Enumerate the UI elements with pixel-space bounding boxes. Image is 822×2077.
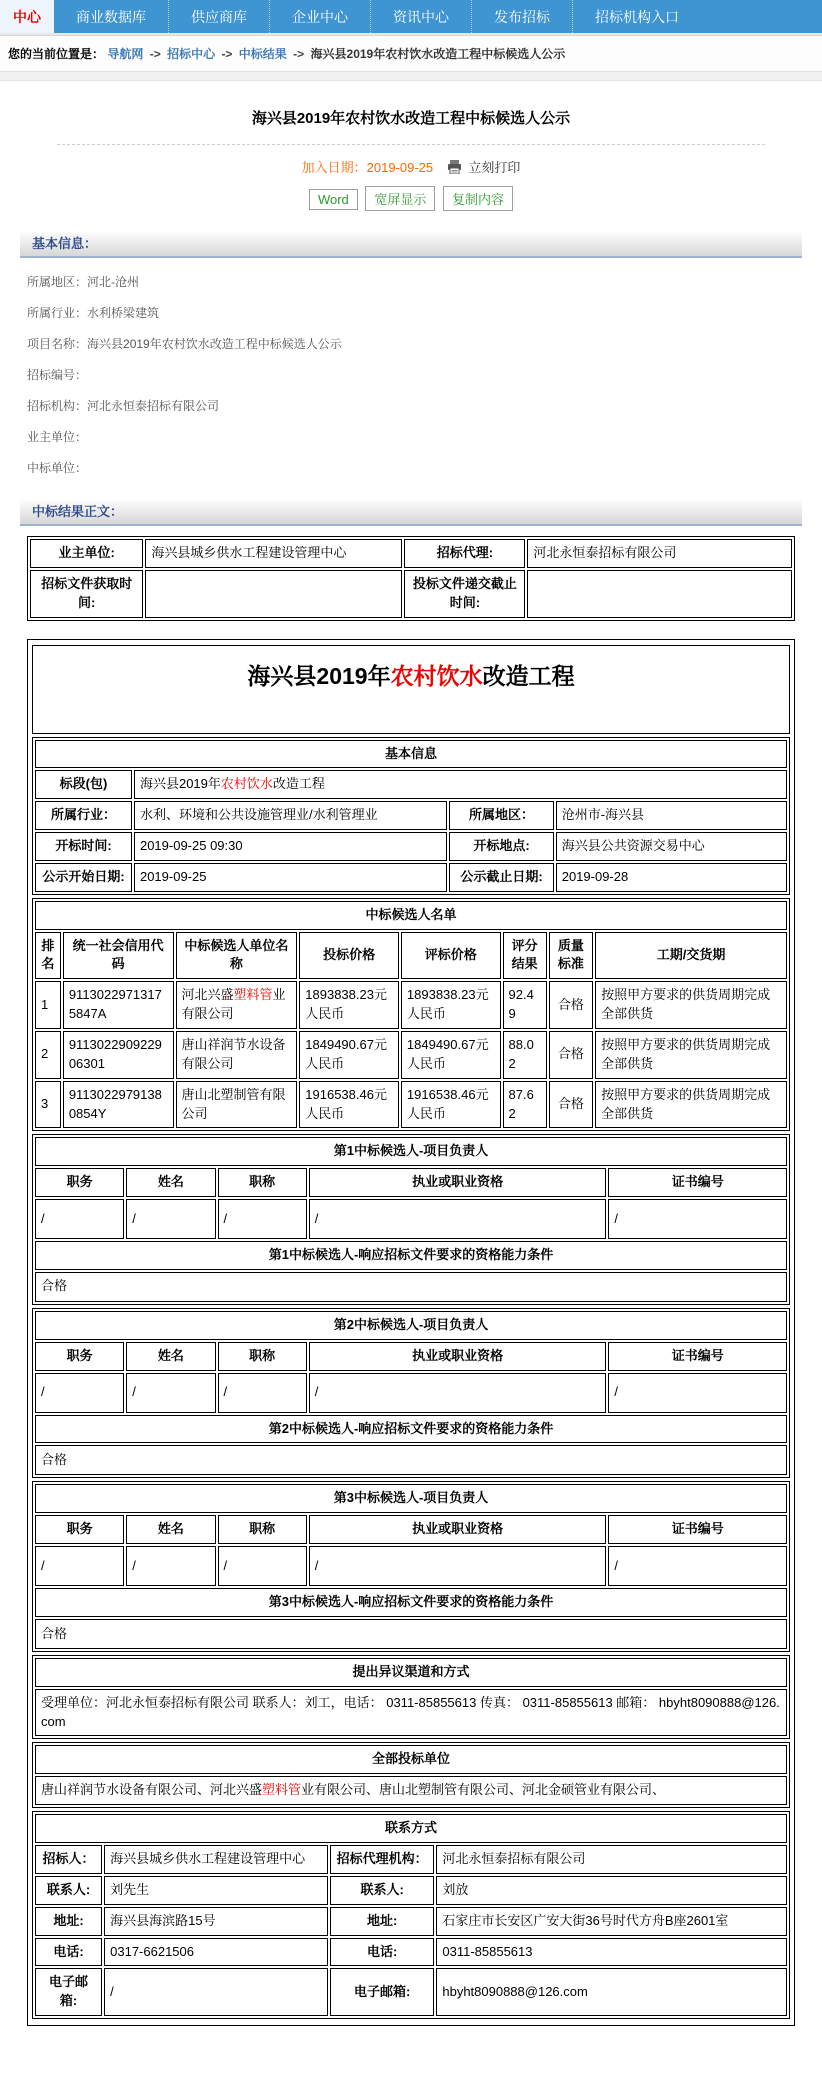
agency-contact-label: 联系人: [330, 1876, 434, 1905]
col-title: 职称 [218, 1168, 307, 1197]
quality-cell: 合格 [549, 981, 593, 1029]
col-qualification: 执业或职业资格 [309, 1168, 607, 1197]
col-credit-code: 统一社会信用代码 [63, 932, 174, 980]
table-row [35, 1658, 787, 1687]
position-value: / [35, 1199, 124, 1239]
breadcrumb-bottom-strip [0, 72, 822, 81]
result-body-section-header: 中标结果正文： [20, 499, 802, 526]
widescreen-button[interactable]: 宽屏显示 [365, 186, 435, 211]
nav-item-news-center[interactable]: 资讯中心 [370, 0, 471, 33]
rank-cell: 2 [35, 1031, 61, 1079]
col-position: 职务 [35, 1168, 124, 1197]
qualification-value: / [309, 1199, 607, 1239]
word-button[interactable]: Word [309, 189, 358, 210]
table-row [35, 1241, 787, 1270]
candidate-3-qualification-header: 第3中标候选人-响应招标文件要求的资格能力条件 [35, 1588, 787, 1617]
table-row [35, 1373, 787, 1413]
title-value: / [218, 1199, 307, 1239]
tenderer-label: 招标人： [35, 1845, 102, 1874]
candidate-3-leader-table [32, 1481, 790, 1652]
all-bidders-table [32, 1742, 790, 1808]
field-industry: 所属行业：水利桥梁建筑 [27, 306, 160, 320]
nav-item-business-database[interactable]: 商业数据库 [76, 8, 146, 25]
deadline-label: 投标文件递交截止时间: [404, 570, 525, 618]
table-row [35, 770, 787, 799]
candidate-name-cell: 唐山祥润节水设备有限公司 [176, 1031, 298, 1079]
position-value: / [35, 1373, 124, 1413]
dashed-divider [57, 144, 765, 145]
join-date-label: 加入日期： [301, 160, 367, 175]
breadcrumb-current-page: 海兴县2019年农村饮水改造工程中标候选人公示 [310, 47, 566, 61]
table-row [35, 1814, 787, 1843]
col-delivery: 工期/交货期 [595, 932, 787, 980]
objection-content: 受理单位：河北永恒泰招标有限公司 联系人：刘工，电话： 0311-85855613 传真： 0311-85855613 邮箱： hbyht8090888@126.com [35, 1689, 787, 1737]
top-navigation [0, 0, 822, 33]
quality-cell: 合格 [549, 1081, 593, 1129]
title-value: / [218, 1373, 307, 1413]
table-row [35, 1968, 787, 2016]
basic-info-table-header: 基本信息 [35, 740, 787, 769]
candidate-1-leader-header: 第1中标候选人-项目负责人 [35, 1137, 787, 1166]
all-bidders-header: 全部投标单位 [35, 1745, 787, 1774]
col-title: 职称 [218, 1515, 307, 1544]
breadcrumb-separator: -> [293, 47, 305, 61]
table-row [35, 1546, 787, 1586]
open-time-value: 2019-09-25 09:30 [134, 832, 447, 861]
name-value: / [126, 1373, 215, 1413]
candidate-name-cell: 唐山北塑制管有限公司 [176, 1081, 298, 1129]
breadcrumb [0, 36, 822, 72]
col-bid-price: 投标价格 [299, 932, 399, 980]
announcement-box [27, 639, 795, 2027]
table-row [35, 1415, 787, 1444]
table-row [35, 801, 787, 830]
join-date-value: 2019-09-25 [366, 160, 434, 175]
certificate-no-value: / [608, 1199, 787, 1239]
candidate-2-qualification-value: 合格 [35, 1445, 787, 1475]
field-winning-unit: 中标单位： [27, 461, 88, 475]
credit-code-cell: 911302290922906301 [63, 1031, 174, 1079]
table-row [35, 981, 787, 1029]
table-row [35, 1876, 787, 1905]
nav-items [54, 0, 701, 33]
contact-header: 联系方式 [35, 1814, 787, 1843]
owner-unit-label: 业主单位: [30, 539, 143, 568]
doc-time-label: 招标文件获取时间: [30, 570, 143, 618]
breadcrumb-link-nav-site[interactable]: 导航网 [107, 47, 144, 61]
candidate-1-qualification-value: 合格 [35, 1272, 787, 1302]
col-position: 职务 [35, 1342, 124, 1371]
candidate-2-leader-table [32, 1308, 790, 1479]
contact-person-value: 刘先生 [104, 1876, 328, 1905]
all-bidders-content: 唐山祥润节水设备有限公司、河北兴盛塑料管业有限公司、唐山北塑制管有限公司、河北金硕管业有限公司、 [35, 1776, 787, 1805]
col-quality: 质量标准 [549, 932, 593, 980]
toolbar [27, 186, 795, 211]
email-label: 电子邮箱: [35, 1968, 102, 2016]
table-row [30, 570, 792, 618]
agency-phone-value: 0311-85855613 [436, 1938, 787, 1967]
candidate-3-leader-header: 第3中标候选人-项目负责人 [35, 1484, 787, 1513]
publish-start-label: 公示开始日期: [35, 863, 132, 892]
bid-price-cell: 1893838.23元人民币 [299, 981, 399, 1029]
eval-price-cell: 1849490.67元人民币 [401, 1031, 501, 1079]
breadcrumb-prefix: 您的当前位置是： [8, 47, 105, 61]
eval-price-cell: 1893838.23元人民币 [401, 981, 501, 1029]
delivery-cell: 按照甲方要求的供货周期完成全部供货 [595, 981, 787, 1029]
table-row [35, 1689, 787, 1737]
table-row [35, 832, 787, 861]
table-row [35, 740, 787, 769]
shortlist-header: 中标候选人名单 [35, 901, 787, 930]
agency-address-label: 地址: [330, 1907, 434, 1936]
table-row [35, 863, 787, 892]
candidate-1-leader-table [32, 1134, 790, 1305]
agency-address-value: 石家庄市长安区广安大街36号时代方舟B座2601室 [436, 1907, 787, 1936]
col-certificate-no: 证书编号 [608, 1342, 787, 1371]
section-package-label: 标段(包) [35, 770, 132, 799]
col-eval-price: 评标价格 [401, 932, 501, 980]
name-value: / [126, 1546, 215, 1586]
article-meta [27, 158, 795, 180]
basic-info-fields [27, 266, 795, 483]
qualification-value: / [309, 1373, 607, 1413]
name-value: / [126, 1199, 215, 1239]
col-position: 职务 [35, 1515, 124, 1544]
objection-header: 提出异议渠道和方式 [35, 1658, 787, 1687]
certificate-no-value: / [608, 1546, 787, 1586]
industry-value: 水利、环境和公共设施管理业/水利管理业 [134, 801, 447, 830]
breadcrumb-separator: -> [149, 47, 161, 61]
print-now-button[interactable]: 立刻打印 [468, 160, 521, 175]
col-qualification: 执业或职业资格 [309, 1342, 607, 1371]
candidate-2-leader-header: 第2中标候选人-项目负责人 [35, 1311, 787, 1340]
candidate-2-qualification-header: 第2中标候选人-响应招标文件要求的资格能力条件 [35, 1415, 787, 1444]
table-row [35, 1484, 787, 1513]
score-cell: 88.02 [503, 1031, 547, 1079]
candidate-3-qualification-value: 合格 [35, 1619, 787, 1649]
credit-code-cell: 91130229791380854Y [63, 1081, 174, 1129]
credit-code-cell: 91130229713175847A [63, 981, 174, 1029]
bid-price-cell: 1849490.67元人民币 [299, 1031, 399, 1079]
nav-item-agency-entrance[interactable]: 招标机构入口 [572, 0, 701, 33]
table-row [35, 1168, 787, 1197]
field-project-name: 项目名称：海兴县2019年农村饮水改造工程中标候选人公示 [27, 337, 342, 351]
table-row [35, 1588, 787, 1617]
agency-value: 河北永恒泰招标有限公司 [436, 1845, 787, 1874]
breadcrumb-separator: -> [221, 47, 233, 61]
owner-unit-value: 海兴县城乡供水工程建设管理中心 [145, 539, 402, 568]
table-row [35, 1515, 787, 1544]
table-row [35, 1845, 787, 1874]
table-row [35, 1081, 787, 1129]
rank-cell: 1 [35, 981, 61, 1029]
nav-tab-center[interactable] [0, 0, 54, 33]
region-label: 所属地区： [449, 801, 553, 830]
bid-price-cell: 1916538.46元人民币 [299, 1081, 399, 1129]
email-value: / [104, 1968, 328, 2016]
title-value: / [218, 1546, 307, 1586]
agent-label: 招标代理: [404, 539, 525, 568]
field-region: 所属地区：河北-沧州 [27, 275, 140, 289]
contact-person-label: 联系人: [35, 1876, 102, 1905]
candidate-1-qualification-header: 第1中标候选人-响应招标文件要求的资格能力条件 [35, 1241, 787, 1270]
table-row [35, 1745, 787, 1774]
region-value: 沧州市-海兴县 [556, 801, 787, 830]
table-row [35, 1619, 787, 1649]
col-qualification: 执业或职业资格 [309, 1515, 607, 1544]
table-row [35, 1199, 787, 1239]
nav-item-enterprise-center[interactable]: 企业中心 [269, 0, 370, 33]
position-value: / [35, 1546, 124, 1586]
phone-label: 电话: [35, 1938, 102, 1967]
col-certificate-no: 证书编号 [608, 1168, 787, 1197]
table-row [35, 1272, 787, 1302]
table-row [35, 932, 787, 980]
printer-icon [447, 160, 462, 180]
delivery-cell: 按照甲方要求的供货周期完成全部供货 [595, 1081, 787, 1129]
open-time-label: 开标时间: [35, 832, 132, 861]
agency-email-value: hbyht8090888@126.com [436, 1968, 787, 2016]
table-row [35, 1445, 787, 1475]
col-title: 职称 [218, 1342, 307, 1371]
candidates-shortlist-table [32, 898, 790, 1132]
nav-item-supplier-library[interactable]: 供应商库 [168, 0, 269, 33]
summary-table [27, 536, 795, 621]
col-candidate-name: 中标候选人单位名称 [176, 932, 298, 980]
score-cell: 92.49 [503, 981, 547, 1029]
field-owner-unit: 业主单位： [27, 430, 88, 444]
doc-time-value [145, 570, 402, 618]
rank-cell: 3 [35, 1081, 61, 1129]
phone-value: 0317-6621506 [104, 1938, 328, 1967]
col-name: 姓名 [126, 1515, 215, 1544]
tenderer-value: 海兴县城乡供水工程建设管理中心 [104, 1845, 328, 1874]
score-cell: 87.62 [503, 1081, 547, 1129]
open-place-value: 海兴县公共资源交易中心 [556, 832, 787, 861]
field-tender-agency: 招标机构：河北永恒泰招标有限公司 [27, 399, 220, 413]
agency-contact-value: 刘放 [436, 1876, 787, 1905]
table-row [35, 1342, 787, 1371]
agency-label: 招标代理机构： [330, 1845, 434, 1874]
field-tender-number: 招标编号： [27, 368, 88, 382]
col-name: 姓名 [126, 1342, 215, 1371]
agency-email-label: 电子邮箱: [330, 1968, 434, 2016]
deadline-value [527, 570, 792, 618]
candidate-name-cell: 河北兴盛塑料管业有限公司 [176, 981, 298, 1029]
contact-table [32, 1811, 790, 2019]
table-row [35, 1031, 787, 1079]
open-place-label: 开标地点: [449, 832, 553, 861]
table-row [35, 1776, 787, 1805]
qualification-value: / [309, 1546, 607, 1586]
nav-tab-center-label: 中心 [13, 8, 41, 25]
table-row [35, 1938, 787, 1967]
section-package-value: 海兴县2019年农村饮水改造工程 [134, 770, 787, 799]
breadcrumb-link-award-results[interactable]: 中标结果 [238, 47, 287, 61]
certificate-no-value: / [608, 1373, 787, 1413]
col-score: 评分结果 [503, 932, 547, 980]
page-title: 海兴县2019年农村饮水改造工程中标候选人公示 [251, 110, 571, 127]
project-title-highlight: 农村饮水 [390, 662, 483, 689]
publish-end-label: 公示截止日期: [449, 863, 553, 892]
col-rank: 排名 [35, 932, 61, 980]
address-value: 海兴县海滨路15号 [104, 1907, 328, 1936]
col-name: 姓名 [126, 1168, 215, 1197]
delivery-cell: 按照甲方要求的供货周期完成全部供货 [595, 1031, 787, 1079]
quality-cell: 合格 [549, 1031, 593, 1079]
table-row [35, 1311, 787, 1340]
table-row [35, 1907, 787, 1936]
project-title: 海兴县2019年农村饮水改造工程 [32, 645, 790, 734]
table-row [30, 539, 792, 568]
industry-label: 所属行业： [35, 801, 132, 830]
publish-end-value: 2019-09-28 [556, 863, 787, 892]
nav-item-publish-tender[interactable]: 发布招标 [471, 0, 572, 33]
project-basic-info-table [32, 737, 790, 895]
table-row [35, 1137, 787, 1166]
objection-table [32, 1655, 790, 1740]
eval-price-cell: 1916538.46元人民币 [401, 1081, 501, 1129]
publish-start-value: 2019-09-25 [134, 863, 447, 892]
basic-info-section-header: 基本信息： [20, 231, 802, 258]
agent-value: 河北永恒泰招标有限公司 [527, 539, 792, 568]
table-row [35, 901, 787, 930]
agency-phone-label: 电话: [330, 1938, 434, 1967]
address-label: 地址: [35, 1907, 102, 1936]
breadcrumb-link-tender-center[interactable]: 招标中心 [167, 47, 216, 61]
copy-content-button[interactable]: 复制内容 [443, 186, 513, 211]
page-content [0, 107, 822, 2036]
col-certificate-no: 证书编号 [608, 1515, 787, 1544]
